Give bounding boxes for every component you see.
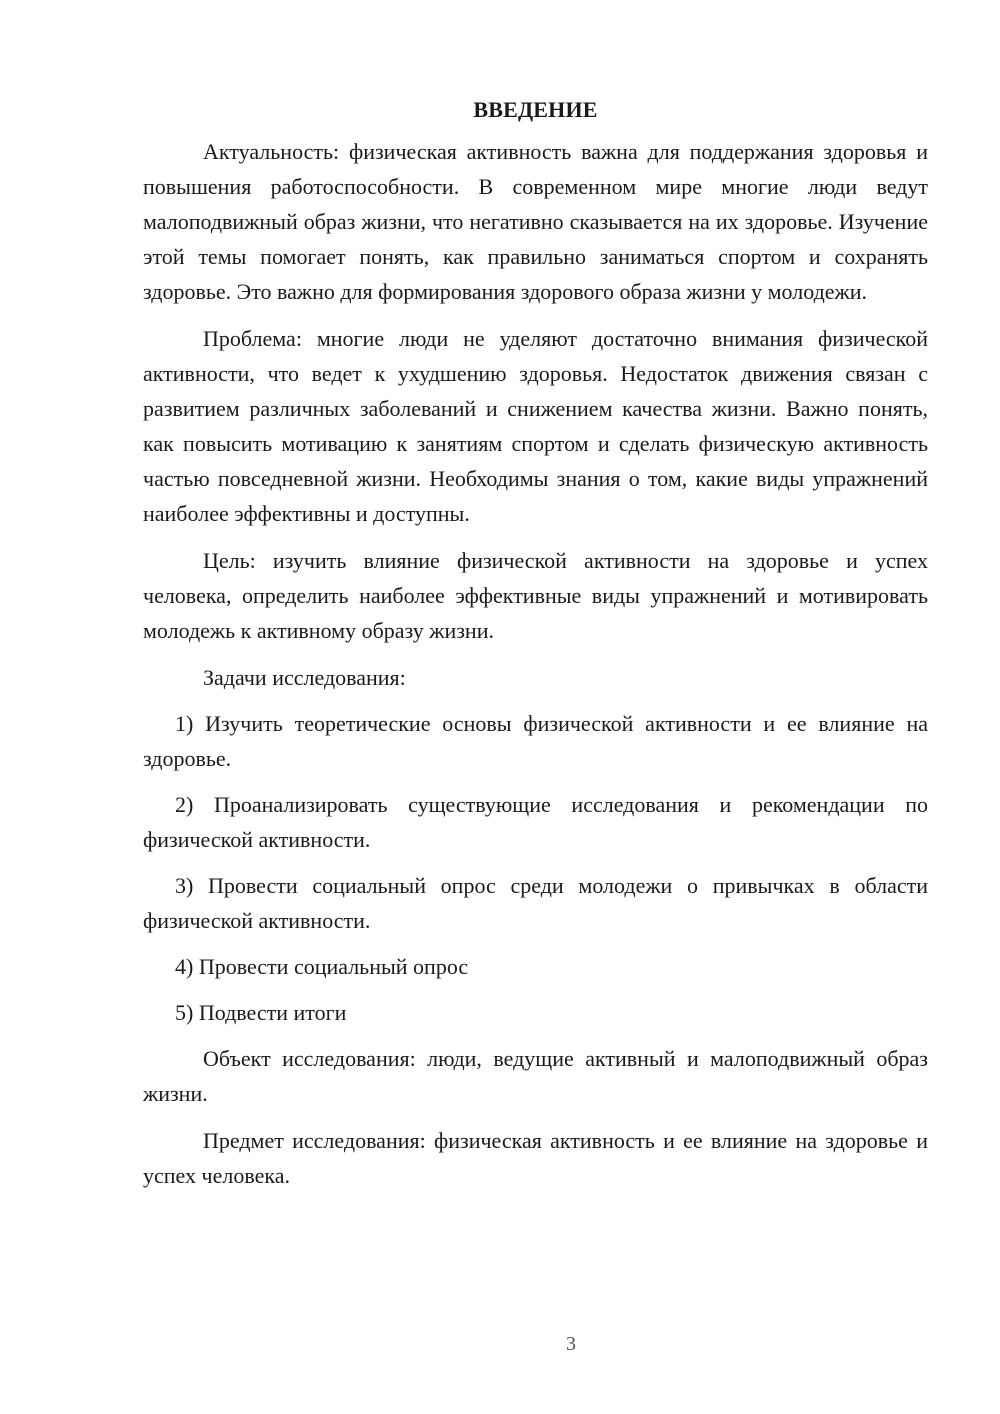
list-item: 4) Провести социальный опрос	[175, 954, 469, 979]
subject-paragraph: Предмет исследования: физическая активность и ее влияние на здоровье и успех человека.	[143, 1128, 928, 1188]
object-paragraph: Объект исследования: люди, ведущие активный и малоподвижный образ жизни.	[143, 1046, 928, 1106]
list-item: 1) Изучить теоретические основы физической активности и ее влияние на здоровье.	[143, 711, 928, 771]
list-item: 5) Подвести итоги	[175, 1000, 347, 1025]
tasks-list	[143, 706, 928, 1030]
list-item: 3) Провести социальный опрос среди молодежи о привычках в области физической активности.	[143, 873, 928, 933]
problem-paragraph: Проблема: многие люди не уделяют достаточно внимания физической активности, что ведет к ухудшению здоровья. Недостаток движения связан с развитием различных заболеваний и снижением качества жизни. Важно понять, как повысить мотивацию к занятиям спортом и сделать физическую активность частью повседневной жизни. Необходимы знания о том, какие виды упражнений наиболее эффективны и доступны.	[143, 326, 928, 526]
page-title: ВВЕДЕНИЕ	[473, 97, 598, 122]
document-page	[143, 92, 928, 1205]
tasks-heading: Задачи исследования:	[203, 665, 406, 690]
relevance-paragraph: Актуальность: физическая активность важна для поддержания здоровья и повышения работоспособности. В современном мире многие люди ведут малоподвижный образ жизни, что негативно сказывается на их здоровье. Изучение этой темы помогает понять, как правильно заниматься спортом и сохранять здоровье. Это важно для формирования здорового образа жизни у молодежи.	[143, 139, 928, 304]
goal-paragraph: Цель: изучить влияние физической активности на здоровье и успех человека, определить наиболее эффективные виды упражнений и мотивировать молодежь к активному образу жизни.	[143, 548, 928, 643]
page-number: 3	[566, 1333, 576, 1355]
list-item: 2) Проанализировать существующие исследования и рекомендации по физической активности.	[143, 792, 928, 852]
